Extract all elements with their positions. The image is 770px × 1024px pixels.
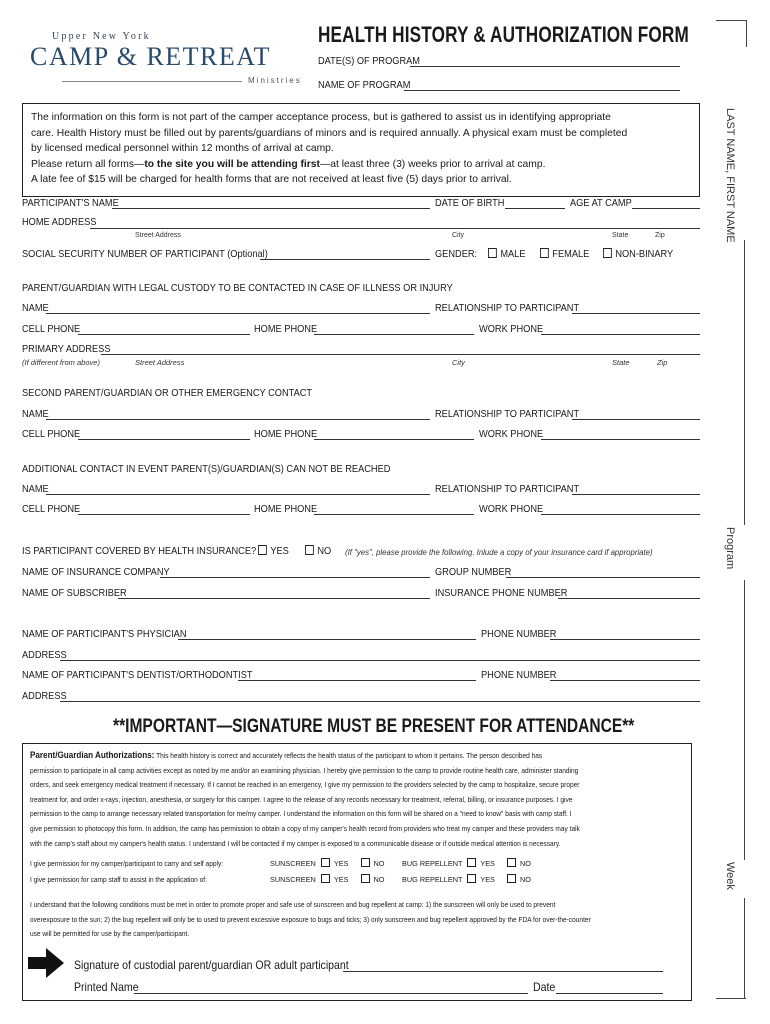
group-number-label: GROUP NUMBER <box>435 566 512 578</box>
insurance-question: IS PARTICIPANT COVERED BY HEALTH INSURANCE? <box>22 545 257 557</box>
second-work-label: WORK PHONE <box>479 428 544 440</box>
dates-field[interactable] <box>410 66 680 67</box>
date-field[interactable] <box>556 993 663 994</box>
city-sub: City <box>452 232 465 239</box>
guardian-state-sub: State <box>612 358 630 367</box>
sunscreen-self-no-label: NO <box>373 859 385 868</box>
dob-field[interactable] <box>505 208 565 209</box>
printed-name-label: Printed Name <box>74 980 139 994</box>
sidebar-program-label: Program <box>724 527 736 570</box>
form-title: HEALTH HISTORY & AUTHORIZATION FORM <box>318 22 689 47</box>
sidebar-top-bracket <box>716 20 747 47</box>
logo-wordmark: CAMP & RETREAT <box>30 42 272 71</box>
physician-phone-label: PHONE NUMBER <box>481 628 557 640</box>
info-line-2: care. Health History must be filled out by parents/guardians of minors and is required annually. A physical exam must be completed <box>31 127 628 139</box>
nonbinary-checkbox[interactable] <box>603 248 612 258</box>
guardian-rel-field[interactable] <box>572 313 700 314</box>
additional-cell-label: CELL PHONE <box>22 503 81 515</box>
gender-female-option[interactable] <box>540 248 589 260</box>
additional-work-field[interactable] <box>541 514 700 515</box>
additional-name-label: NAME <box>22 483 49 495</box>
sunscreen-self-yes-label: YES <box>333 859 349 868</box>
gender-nonbinary-option[interactable] <box>603 248 673 260</box>
ssn-field[interactable] <box>260 259 430 260</box>
guardian-home-label: HOME PHONE <box>254 323 318 335</box>
auth-l6: give permission to photocopy this form. In addition, the camp has permission to obtain a copy of my camper's health record from providers who treat my camper and these providers may talk <box>30 823 580 833</box>
signature-field[interactable] <box>343 971 663 972</box>
bug-staff-options <box>402 873 531 888</box>
dob-label: DATE OF BIRTH <box>435 197 505 209</box>
dentist-label: NAME OF PARTICIPANT'S DENTIST/ORTHODONTIST <box>22 669 253 681</box>
bug-label: BUG REPELLENT <box>402 859 463 868</box>
second-rel-label: RELATIONSHIP TO PARTICIPANT <box>435 408 580 420</box>
additional-rel-label: RELATIONSHIP TO PARTICIPANT <box>435 483 580 495</box>
physician-phone-field[interactable] <box>550 639 700 640</box>
diff-sub: (If different from above) <box>22 358 100 367</box>
bug-label-2: BUG REPELLENT <box>402 875 463 884</box>
additional-cell-field[interactable] <box>78 514 250 515</box>
arrow-right-icon <box>28 948 64 978</box>
second-name-label: NAME <box>22 408 49 420</box>
perm1-text: I give permission for my camper/participant to carry and self apply: <box>30 859 224 868</box>
important-heading: **IMPORTANT—SIGNATURE MUST BE PRESENT FOR ATTENDANCE** <box>113 716 635 737</box>
sunscreen-staff-no-label: NO <box>373 875 385 884</box>
dentist-field[interactable] <box>238 680 476 681</box>
nonbinary-label: NON-BINARY <box>615 248 674 260</box>
authorization-text <box>30 748 660 851</box>
logo-rule <box>62 81 242 82</box>
sidebar-rule-1 <box>744 240 745 525</box>
second-cell-field[interactable] <box>78 439 250 440</box>
info-line-5: A late fee of $15 will be charged for health forms that are not received at least five (5) days prior to arrival. <box>31 174 512 186</box>
insurance-no-checkbox[interactable] <box>305 545 314 555</box>
participant-name-label: PARTICIPANT'S NAME <box>22 197 119 209</box>
u1: I understand that the following conditions must be met in order to promote proper and safe use of sunscreen and bug repellent at camp: 1) the sunscreen will only be used to prevent <box>30 900 556 909</box>
guardian-work-field[interactable] <box>541 334 700 335</box>
insurance-no-label: NO <box>317 545 332 557</box>
subscriber-label: NAME OF SUBSCRIBER <box>22 587 127 599</box>
understand-text <box>30 898 687 942</box>
insurance-no-option[interactable] <box>305 545 331 557</box>
dentist-address-label: ADDRESS <box>22 690 67 702</box>
guardian-cell-field[interactable] <box>78 334 250 335</box>
u3: use will be permitted for use by the camper/participant. <box>30 929 190 939</box>
second-home-label: HOME PHONE <box>254 428 318 440</box>
guardian-work-label: WORK PHONE <box>479 323 544 335</box>
bug-staff-no-label: NO <box>519 875 531 884</box>
bug-self-no-checkbox[interactable] <box>507 858 516 867</box>
guardian-name-label: NAME <box>22 302 49 314</box>
ssn-label: SOCIAL SECURITY NUMBER OF PARTICIPANT (Optional) <box>22 248 268 260</box>
sunscreen-label: SUNSCREEN <box>270 859 316 868</box>
male-checkbox[interactable] <box>488 248 497 258</box>
male-label: MALE <box>500 248 526 260</box>
additional-rel-field[interactable] <box>572 494 700 495</box>
guardian-rel-label: RELATIONSHIP TO PARTICIPANT <box>435 302 580 314</box>
age-field[interactable] <box>632 208 700 209</box>
guardian-street-sub: Street Address <box>135 358 185 367</box>
additional-name-field[interactable] <box>46 494 430 495</box>
auth-l5: permission to the camp to arrange necessary related transportation for me/my camper. I understand the information on this form will be shared on a "need to know" basis with camp staff. I <box>30 809 572 819</box>
guardian-home-field[interactable] <box>314 334 474 335</box>
street-sub: Street Address <box>135 232 181 239</box>
logo-ministries: Ministries <box>248 76 302 85</box>
bug-self-yes-checkbox[interactable] <box>467 858 476 867</box>
bug-staff-no-checkbox[interactable] <box>507 874 516 883</box>
info-line-4c: —at least three (3) weeks prior to arrival at camp. <box>319 158 546 170</box>
sidebar-bottom-bracket <box>716 998 746 999</box>
sidebar-week-label: Week <box>724 862 736 890</box>
info-line-4a: Please return all forms— <box>31 158 145 170</box>
insurance-phone-label: INSURANCE PHONE NUMBER <box>435 587 568 599</box>
dates-label: DATE(S) OF PROGRAM <box>318 55 420 67</box>
bug-self-options <box>402 857 531 872</box>
primary-address-label: PRIMARY ADDRESS <box>22 343 111 355</box>
insurance-yes-option[interactable] <box>258 545 289 557</box>
zip-sub: Zip <box>655 232 665 239</box>
physician-address-label: ADDRESS <box>22 649 67 661</box>
second-rel-field[interactable] <box>572 419 700 420</box>
auth-l2: permission to participate in all camp activities except as noted by me and/or an examining physician. I hereby give permission to the camp to provide routine health care, administer standing <box>30 765 579 775</box>
program-name-label: NAME OF PROGRAM <box>318 79 411 91</box>
additional-home-label: HOME PHONE <box>254 503 318 515</box>
sunscreen-staff-options <box>270 873 384 888</box>
group-number-field[interactable] <box>506 577 700 578</box>
bug-staff-yes-label: YES <box>480 875 495 884</box>
sunscreen-label-2: SUNSCREEN <box>270 875 316 884</box>
home-address-field[interactable] <box>90 228 700 229</box>
sidebar-rule-3 <box>744 898 745 998</box>
home-address-label: HOME ADDRESS <box>22 216 97 228</box>
printed-name-field[interactable] <box>134 993 528 994</box>
sunscreen-staff-no-checkbox[interactable] <box>361 874 370 883</box>
auth-l3: orders, and seek emergency medical treatment if necessary. If I cannot be reached in an emergency, I give my permission to the providers selected by the camp to hospitalize, secure proper <box>30 780 580 790</box>
insurance-yes-checkbox[interactable] <box>258 545 267 555</box>
guardian-heading: PARENT/GUARDIAN WITH LEGAL CUSTODY TO BE CONTACTED IN CASE OF ILLNESS OR INJURY <box>22 282 453 294</box>
program-name-field[interactable] <box>404 90 680 91</box>
insurance-company-field[interactable] <box>160 577 430 578</box>
additional-heading: ADDITIONAL CONTACT IN EVENT PARENT(S)/GUARDIAN(S) CAN NOT BE REACHED <box>22 463 391 475</box>
dentist-phone-field[interactable] <box>550 680 700 681</box>
female-label: FEMALE <box>552 248 590 260</box>
age-label: AGE AT CAMP <box>570 197 632 209</box>
additional-work-label: WORK PHONE <box>479 503 544 515</box>
gender-male-option[interactable] <box>488 248 525 260</box>
sunscreen-staff-yes-label: YES <box>333 875 349 884</box>
bug-self-yes-label: YES <box>480 859 495 868</box>
participant-name-field[interactable] <box>112 208 430 209</box>
physician-field[interactable] <box>178 639 476 640</box>
logo-tagline: Upper New York <box>52 31 151 42</box>
insurance-company-label: NAME OF INSURANCE COMPANY <box>22 566 170 578</box>
dentist-phone-label: PHONE NUMBER <box>481 669 557 681</box>
info-line-1: The information on this form is not part of the camper acceptance process, but is gathered to assist us in identifying appropriate <box>31 112 611 123</box>
insurance-yes-label: YES <box>270 545 289 557</box>
physician-address-field[interactable] <box>60 660 700 661</box>
second-name-field[interactable] <box>46 419 430 420</box>
info-line-3: by licensed medical personnel within 12 months of arrival at camp. <box>31 143 334 155</box>
sidebar-rule-2 <box>744 580 745 860</box>
sunscreen-self-options <box>270 857 384 872</box>
perm2-text: I give permission for camp staff to assist in the application of: <box>30 875 207 884</box>
info-line-4b: to the site you will be attending first <box>144 158 320 170</box>
second-work-field[interactable] <box>541 439 700 440</box>
second-heading: SECOND PARENT/GUARDIAN OR OTHER EMERGENCY CONTACT <box>22 387 313 399</box>
dentist-address-field[interactable] <box>60 701 700 702</box>
state-sub: State <box>612 232 629 239</box>
u2: overexposure to the sun; 2) the bug repellent will only be to used to prevent excessive exposure to bugs and ticks; 3) only sunscreen and bug repellent approved by the FDA for over-the-counter <box>30 914 591 924</box>
physician-label: NAME OF PARTICIPANT'S PHYSICIAN <box>22 628 187 640</box>
sunscreen-self-yes-checkbox[interactable] <box>321 858 330 867</box>
subscriber-field[interactable] <box>118 598 430 599</box>
perm-row-2 <box>30 873 207 888</box>
additional-home-field[interactable] <box>314 514 474 515</box>
second-home-field[interactable] <box>314 439 474 440</box>
auth-l4: treatment for, and order x-rays, injection, anesthesia, or surgery for this camper. I agree to the release of any records necessary for treatment, referral, billing, or insurance purposes. I give <box>30 794 573 804</box>
sidebar-name-label: LAST NAME, FIRST NAME <box>724 108 736 243</box>
insurance-note: (If "yes", please provide the following. Inlude a copy of your insurance card if appropriate) <box>345 548 653 557</box>
guardian-name-field[interactable] <box>46 313 430 314</box>
auth-l1: This health history is correct and accurately reflects the health status of the participant to whom it pertains. The person described has <box>154 751 543 760</box>
insurance-phone-field[interactable] <box>558 598 700 599</box>
female-checkbox[interactable] <box>540 248 549 258</box>
bug-self-no-label: NO <box>519 859 531 868</box>
info-box <box>22 103 700 197</box>
auth-heading: Parent/Guardian Authorizations: <box>30 750 155 760</box>
sunscreen-self-no-checkbox[interactable] <box>361 858 370 867</box>
guardian-city-sub: City <box>452 358 465 367</box>
signature-label: Signature of custodial parent/guardian OR adult participant <box>74 958 349 972</box>
sunscreen-staff-yes-checkbox[interactable] <box>321 874 330 883</box>
perm-row-1 <box>30 857 223 872</box>
primary-address-field[interactable] <box>101 354 700 355</box>
auth-l7: with the camp's staff about my camper's health status. I understand I will be contacted if my camper is exposed to a communicable disease or if outside medical attention is necessary. <box>30 838 561 848</box>
gender-label: GENDER: <box>435 248 478 260</box>
guardian-zip-sub: Zip <box>657 358 668 367</box>
second-cell-label: CELL PHONE <box>22 428 81 440</box>
date-label: Date <box>533 980 556 994</box>
guardian-cell-label: CELL PHONE <box>22 323 81 335</box>
bug-staff-yes-checkbox[interactable] <box>467 874 476 883</box>
